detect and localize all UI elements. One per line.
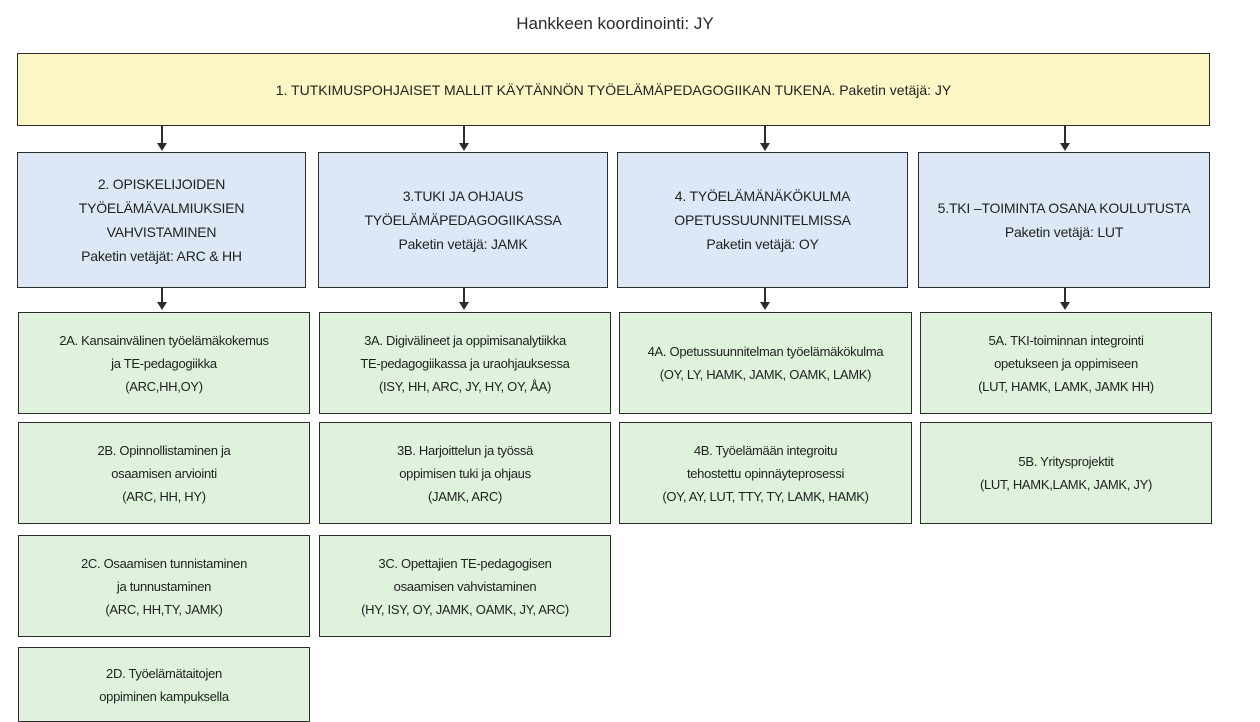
subpackage-partners: (JAMK, ARC): [428, 488, 502, 504]
package-2-leader: Paketin vetäjät: ARC & HH: [81, 248, 242, 264]
package-4-line: 4. TYÖELÄMÄNÄKÖKULMA: [674, 188, 851, 204]
subpackage-partners: (OY, AY, LUT, TTY, TY, LAMK, HAMK): [662, 488, 869, 504]
connector-line: [161, 288, 163, 303]
package-3-box: [318, 152, 608, 288]
subpackage-line: oppimisen tuki ja ohjaus: [399, 465, 531, 481]
subpackage-line: 5A. TKI-toiminnan integrointi: [988, 332, 1144, 348]
subpackage-3a-box: [319, 312, 611, 414]
connector-line: [1064, 126, 1066, 144]
connector-line: [463, 288, 465, 303]
subpackage-partners: (ARC, HH,TY, JAMK): [105, 601, 223, 617]
diagram-title: Hankkeen koordinointi: JY: [516, 14, 714, 33]
subpackage-4a-box: [619, 312, 912, 414]
subpackage-line: tehostettu opinnäyteprosessi: [686, 465, 845, 481]
connector-line: [764, 288, 766, 303]
subpackage-line: ja tunnustaminen: [116, 578, 212, 594]
arrow-down-icon: [157, 302, 167, 310]
subpackage-line: ja TE-pedagogiikka: [111, 355, 217, 371]
package-2-line: VAHVISTAMINEN: [106, 224, 217, 240]
package-3-leader: Paketin vetäjä: JAMK: [398, 236, 528, 252]
arrow-down-icon: [157, 143, 167, 151]
arrow-down-icon: [760, 143, 770, 151]
subpackage-5a-box: [920, 312, 1212, 414]
package-2-box: [17, 152, 306, 288]
subpackage-partners: (LUT, HAMK,LAMK, JAMK, JY): [979, 477, 1153, 492]
package-4-line: OPETUSSUUNNITELMISSA: [674, 212, 851, 228]
subpackage-partners: (ISY, HH, ARC, JY, HY, OY, ÅA): [378, 378, 552, 394]
package-5-line: 5.TKI –TOIMINTA OSANA KOULUTUSTA: [937, 200, 1191, 216]
connector-line: [764, 126, 766, 144]
package-2-line: 2. OPISKELIJOIDEN: [97, 176, 226, 192]
subpackage-3c-box: [319, 535, 611, 637]
subpackage-5b-box: [920, 422, 1212, 524]
package-3-line: 3.TUKI JA OHJAUS: [402, 188, 524, 204]
subpackage-line: oppiminen kampuksella: [99, 689, 229, 704]
package-4-leader: Paketin vetäjä: OY: [706, 236, 819, 252]
subpackage-line: 2A. Kansainvälinen työelämäkokemus: [59, 332, 269, 348]
subpackage-partners: (LUT, HAMK, LAMK, JAMK HH): [978, 378, 1154, 394]
subpackage-2b-box: [18, 422, 310, 524]
subpackage-line: 5B. Yritysprojektit: [1018, 454, 1114, 469]
arrow-down-icon: [459, 143, 469, 151]
subpackage-line: 2D. Työelämätaitojen: [106, 666, 222, 681]
subpackage-line: 2B. Opinnollistaminen ja: [97, 442, 231, 458]
package-3-line: TYÖELÄMÄPEDAGOGIIKASSA: [364, 212, 562, 228]
connector-line: [161, 126, 163, 144]
subpackage-line: 3A. Digivälineet ja oppimisanalytiikka: [364, 332, 566, 348]
subpackage-partners: (OY, LY, HAMK, JAMK, OAMK, LAMK): [659, 367, 872, 382]
subpackage-2a-box: [18, 312, 310, 414]
package-5-leader: Paketin vetäjä: LUT: [1004, 224, 1124, 240]
subpackage-2d-box: [18, 647, 310, 722]
package-1-box: [17, 53, 1210, 126]
arrow-down-icon: [760, 302, 770, 310]
package-5-box: [918, 152, 1210, 288]
package-4-box: [617, 152, 908, 288]
subpackage-4b-box: [619, 422, 912, 524]
subpackage-line: TE-pedagogiikassa ja uraohjauksessa: [360, 355, 570, 371]
subpackage-line: 4A. Opetussuunnitelman työelämäkökulma: [647, 344, 884, 359]
subpackage-line: osaamisen arviointi: [111, 465, 217, 481]
subpackage-line: 3C. Opettajien TE-pedagogisen: [378, 555, 552, 571]
subpackage-line: 2C. Osaamisen tunnistaminen: [80, 555, 248, 571]
package-1-label: 1. TUTKIMUSPOHJAISET MALLIT KÄYTÄNNÖN TYÖELÄMÄPEDAGOGIIKAN TUKENA. Paketin vetäjä: JY: [275, 81, 952, 98]
arrow-down-icon: [1060, 143, 1070, 151]
subpackage-partners: (ARC, HH, HY): [122, 488, 206, 504]
connector-line: [463, 126, 465, 144]
connector-line: [1064, 288, 1066, 303]
subpackage-2c-box: [18, 535, 310, 637]
subpackage-partners: (HY, ISY, OY, JAMK, OAMK, JY, ARC): [361, 601, 569, 617]
package-2-line: TYÖELÄMÄVALMIUKSIEN: [78, 200, 245, 216]
arrow-down-icon: [1060, 302, 1070, 310]
subpackage-line: osaamisen vahvistaminen: [393, 578, 537, 594]
subpackage-line: 4B. Työelämään integroitu: [693, 442, 838, 458]
subpackage-line: opetukseen ja oppimiseen: [994, 355, 1138, 371]
subpackage-partners: (ARC,HH,OY): [125, 378, 203, 394]
subpackage-3b-box: [319, 422, 611, 524]
subpackage-line: 3B. Harjoittelun ja työssä: [397, 442, 533, 458]
arrow-down-icon: [459, 302, 469, 310]
